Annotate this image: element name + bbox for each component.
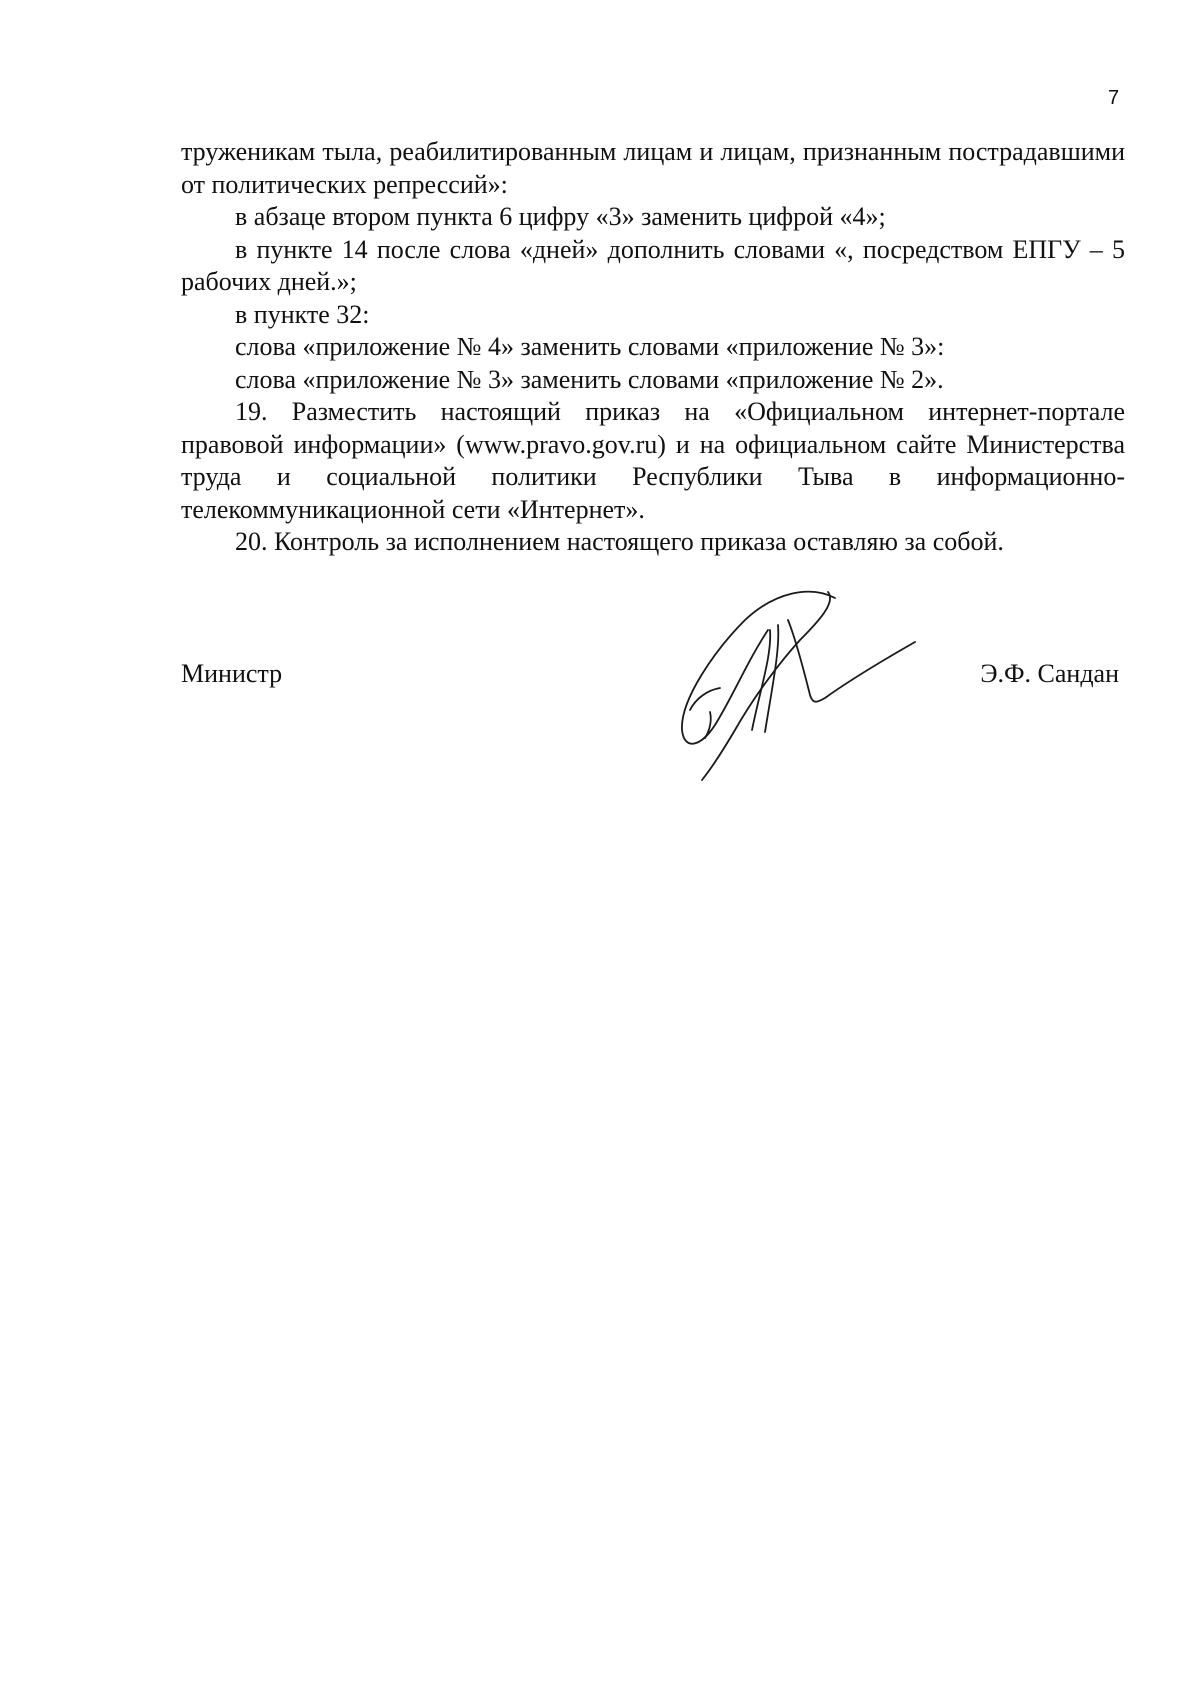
paragraph-continuation: труженикам тыла, реабилитированным лицам и лицам, признанным пострадавшими от политических репрессий»:	[181, 137, 1125, 199]
signatory-title: Министр	[181, 659, 283, 688]
paragraph-item-19: 19. Разместить настоящий приказ на «Официальном интернет-портале правовой информации» (www.pravo.gov.ru) и на официальном сайте Министерства труда и социальной политики Республики Тыва в информационно-телекоммуникационной сети «Интернет».	[181, 397, 1125, 524]
paragraph-appendix-4: слова «приложение № 4» заменить словами «приложение № 3»:	[235, 332, 945, 361]
page-number: 7	[1108, 87, 1120, 109]
paragraph-amend-point-6: в абзаце втором пункта 6 цифру «3» заменить цифрой «4»;	[235, 202, 886, 231]
paragraph-point-32: в пункте 32:	[235, 299, 370, 329]
signatory-name: Э.Ф. Сандан	[980, 659, 1119, 688]
handwritten-signature	[660, 580, 950, 790]
paragraph-appendix-3: слова «приложение № 3» заменить словами «приложение № 2».	[235, 364, 944, 394]
paragraph-item-20: 20. Контроль за исполнением настоящего приказа оставляю за собой.	[235, 527, 1004, 556]
document-body	[181, 136, 1125, 559]
paragraph-amend-point-14: в пункте 14 после слова «дней» дополнить словами «, посредством ЕПГУ – 5 рабочих дней.»;	[181, 234, 1125, 296]
signature-block	[181, 658, 1125, 698]
